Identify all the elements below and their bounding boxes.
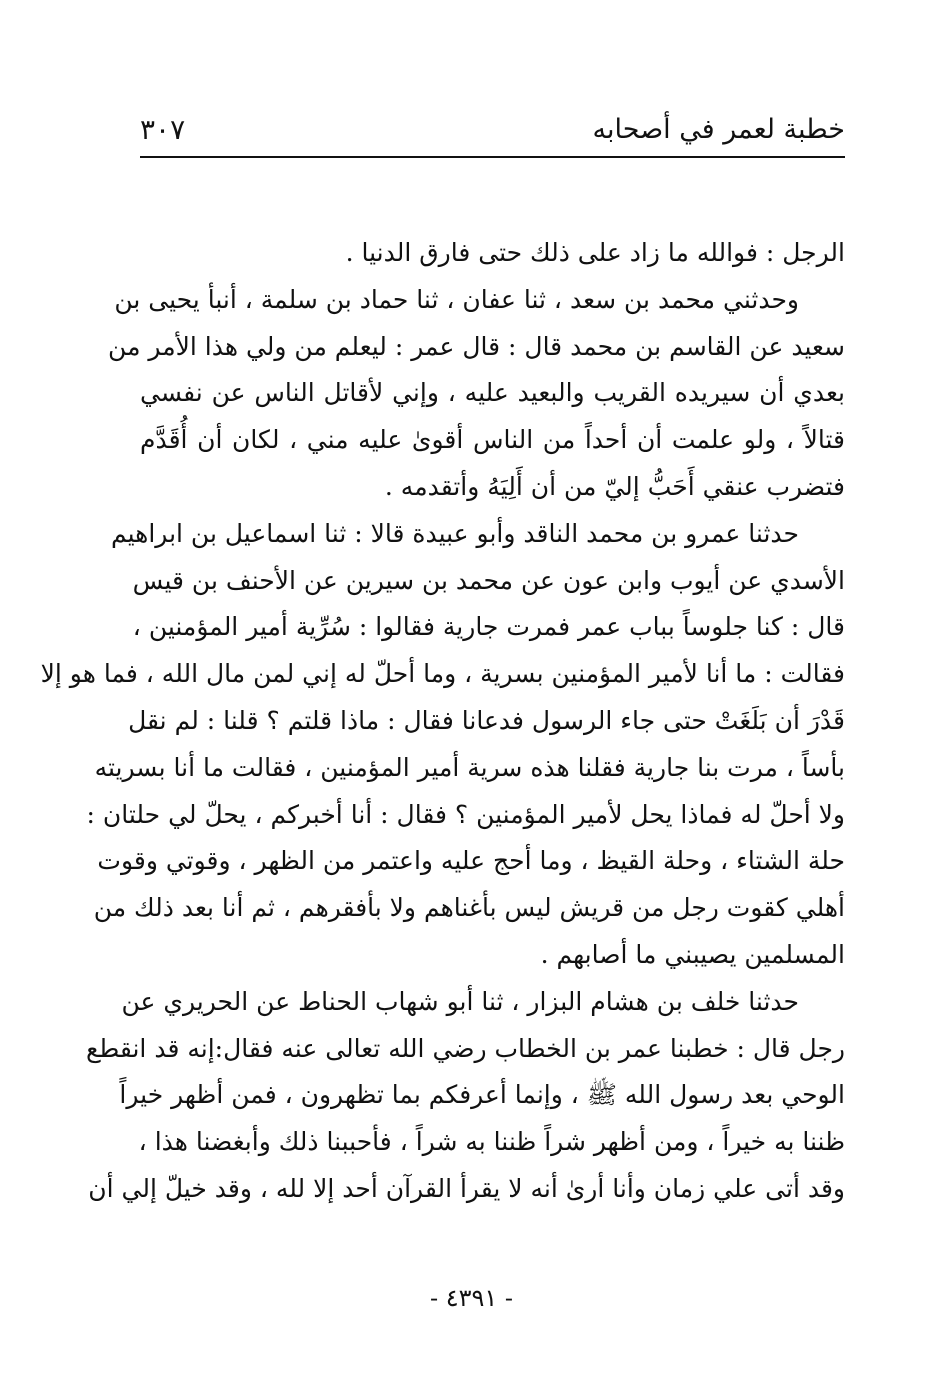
footer-page-number: - ٤٣٩١ -	[429, 1284, 514, 1312]
text-line: فتضرب عنقي أَحَبُّ إليّ من أن أَلِيَهُ وأتقدمه .	[384, 471, 845, 501]
text-line: ولا أحلّ له فماذا يحل لأمير المؤمنين ؟ فقال : أنا أخبركم ، يحلّ لي حلتان :	[86, 799, 845, 829]
text-line: حدثنا خلف بن هشام البزار ، ثنا أبو شهاب الحناط عن الحريري عن	[121, 986, 799, 1016]
text-line: قتالاً ، ولو علمت أن أحداً من الناس أقوىٰ عليه مني ، لكان أن أُقَدَّم	[140, 425, 845, 455]
text-line: قَدْرَ أن بَلَغَتْ حتى جاء الرسول فدعانا فقال : ماذا قلتم ؟ قلنا : لم نقل	[128, 705, 845, 735]
text-line: وحدثني محمد بن سعد ، ثنا عفان ، ثنا حماد بن سلمة ، أنبأ يحيى بن	[114, 284, 799, 314]
header-page-number: ٣٠٧	[140, 113, 186, 146]
text-line: بأساً ، مرت بنا جارية فقلنا هذه سرية أمير المؤمنين ، فقالت ما أنا بسريته	[94, 752, 845, 782]
chapter-title: خطبة لعمر في أصحابه	[592, 114, 845, 145]
text-line: أهلي كقوت رجل من قريش ليس بأغناهم ولا بأفقرهم ، ثم أنا بعد ذلك من	[93, 893, 845, 923]
text-line: وقد أتى علي زمان وأنا أرىٰ أنه لا يقرأ القرآن أحد إلا لله ، وقد خيلّ إلي أن	[88, 1173, 845, 1203]
text-line: الوحي بعد رسول الله ﷺ ، وإنما أعرفكم بما تظهرون ، فمن أظهر خيراً	[119, 1080, 845, 1110]
text-line: الرجل : فوالله ما زاد على ذلك حتى فارق الدنيا .	[345, 238, 845, 267]
body-text	[40, 230, 845, 1213]
running-header	[140, 108, 845, 158]
text-line: حلة الشتاء ، وحلة القيظ ، وما أحج عليه واعتمر من الظهر ، وقوتي وقوت	[97, 846, 845, 876]
text-line: حدثنا عمرو بن محمد الناقد وأبو عبيدة قالا : ثنا اسماعيل بن ابراهيم	[110, 518, 799, 548]
text-line: فقالت : ما أنا لأمير المؤمنين بسرية ، وما أحلّ له إني لمن مال الله ، فما هو إلا	[40, 659, 845, 689]
text-line: بعدي أن سيريده القريب والبعيد عليه ، وإني لأقاتل الناس عن نفسي	[140, 378, 845, 408]
text-line: قال : كنا جلوساً بباب عمر فمرت جارية فقالوا : سُرِّية أمير المؤمنين ،	[132, 612, 845, 642]
text-line: رجل قال : خطبنا عمر بن الخطاب رضي الله تعالى عنه فقال:إنه قد انقطع	[86, 1033, 845, 1063]
text-line: المسلمين يصيبني ما أصابهم .	[540, 939, 845, 969]
text-line: الأسدي عن أيوب وابن عون عن محمد بن سيرين عن الأحنف بن قيس	[132, 565, 845, 595]
text-line: سعيد عن القاسم بن محمد قال : قال عمر : ليعلم من ولي هذا الأمر من	[108, 331, 845, 361]
text-line: ظننا به خيراً ، ومن أظهر شراً ظننا به شراً ، فأحببنا ذلك وأبغضنا هذا ،	[138, 1127, 845, 1157]
